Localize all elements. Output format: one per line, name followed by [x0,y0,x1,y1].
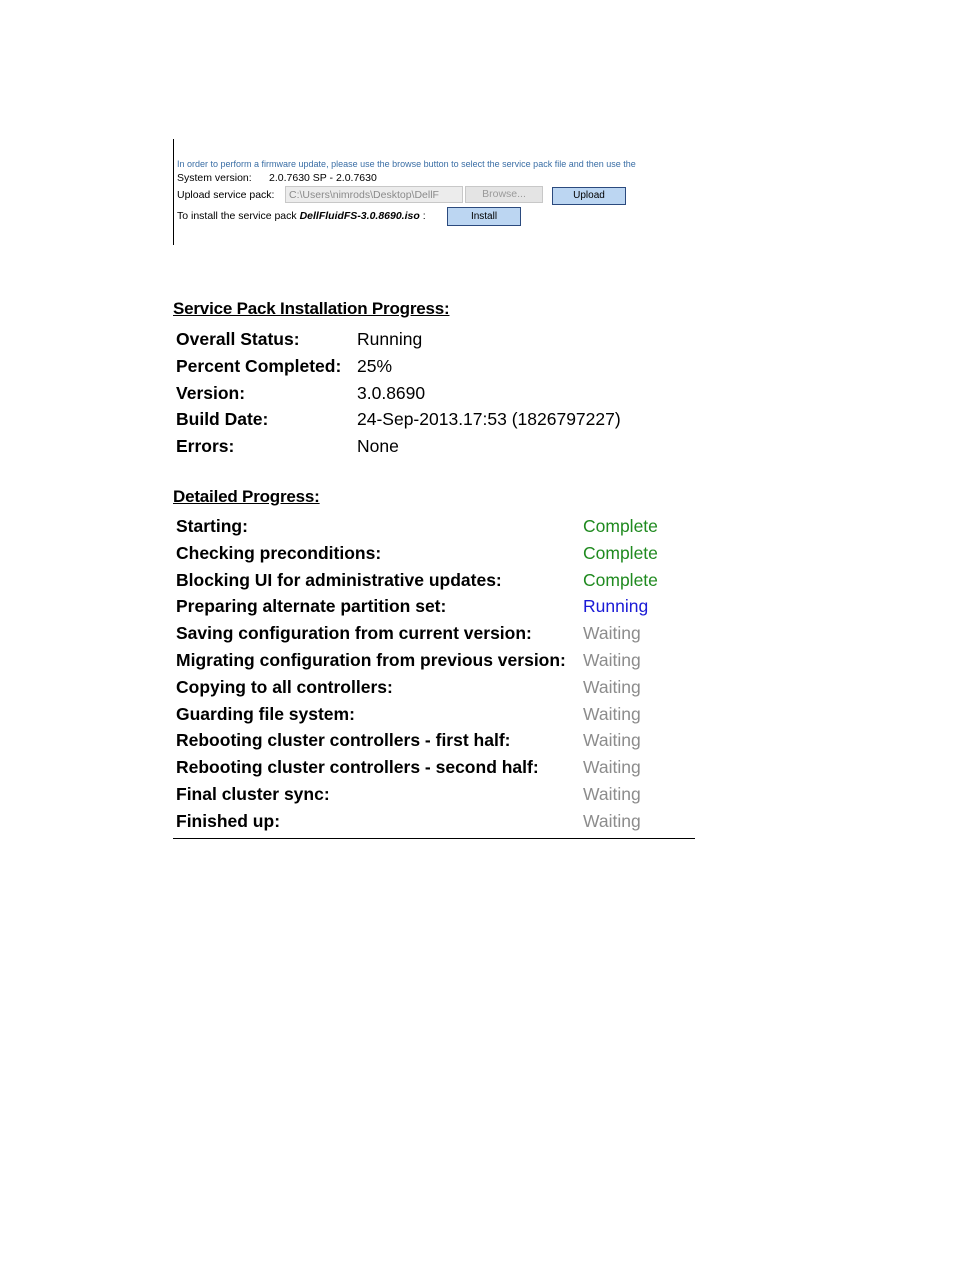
installation-progress-title: Service Pack Installation Progress: [173,299,450,318]
step-name: Rebooting cluster controllers - second half: [176,757,539,778]
progress-step-row [176,623,696,650]
progress-step-row [176,811,696,838]
progress-field-value: 25% [357,355,393,376]
progress-step-row [176,704,696,731]
install-button[interactable]: Install [447,207,521,226]
step-status: Complete [583,569,658,590]
upload-button[interactable]: Upload [552,187,626,205]
step-status: Waiting [583,757,641,778]
detailed-progress-title: Detailed Progress: [173,487,320,506]
step-name: Starting: [176,516,248,536]
progress-step-row [176,596,696,623]
step-name: Checking preconditions: [176,542,382,563]
step-status: Waiting [583,676,641,697]
step-status: Waiting [583,783,641,804]
service-pack-file-field[interactable] [285,186,463,203]
system-version-label: System version: [177,172,252,184]
upload-service-pack-label: Upload service pack: [177,189,275,201]
progress-step-row [176,650,696,677]
install-file-name: DellFluidFS-3.0.8690.iso [299,210,420,222]
detailed-progress-steps [176,516,696,838]
progress-step-row [176,677,696,704]
progress-step-row [176,570,696,597]
progress-field-value: 3.0.8690 [357,382,426,403]
progress-field-label: Overall Status: [176,329,300,349]
progress-field-row [176,329,696,356]
install-prefix: To install the service pack [177,210,300,222]
progress-field-label: Errors: [176,436,235,457]
firmware-intro-text: In order to perform a firmware update, please use the browse button to select the service pack file and then use the [177,159,636,169]
step-name: Rebooting cluster controllers - first half: [176,730,511,751]
browse-button[interactable]: Browse... [465,186,543,203]
progress-field-value: Running [357,329,423,349]
progress-field-label: Percent Completed: [176,355,342,376]
step-status: Complete [583,542,658,563]
step-status: Waiting [583,649,641,670]
progress-field-label: Build Date: [176,409,269,430]
installation-progress-fields [176,329,696,463]
progress-field-value: None [357,436,399,457]
step-status: Waiting [583,703,641,724]
firmware-update-panel [173,139,704,245]
step-status: Complete [583,516,658,536]
progress-field-row [176,383,696,410]
progress-step-row [176,730,696,757]
step-name: Blocking UI for administrative updates: [176,569,502,590]
install-instruction [177,210,426,222]
progress-field-value: 24-Sep-2013.17:53 (1826797227) [357,409,621,430]
install-separator: : [419,210,426,222]
service-pack-file-path: C:\Users\nimrods\Desktop\DellF [289,189,439,201]
step-name: Finished up: [176,810,281,831]
system-version-value: 2.0.7630 SP - 2.0.7630 [269,172,377,184]
progress-step-row [176,784,696,811]
step-status: Running [583,596,649,617]
step-name: Saving configuration from current version: [176,623,532,644]
progress-field-row [176,436,696,463]
progress-field-row [176,356,696,383]
bottom-divider [173,838,695,839]
step-status: Waiting [583,810,641,831]
step-name: Final cluster sync: [176,783,330,804]
step-status: Waiting [583,730,641,751]
progress-step-row [176,516,696,543]
step-name: Guarding file system: [176,703,355,724]
progress-step-row [176,757,696,784]
system-version-row [177,172,377,184]
progress-step-row [176,543,696,570]
progress-field-label: Version: [176,382,246,403]
step-name: Preparing alternate partition set: [176,596,447,617]
step-name: Copying to all controllers: [176,676,393,697]
step-status: Waiting [583,623,641,644]
progress-field-row [176,409,696,436]
step-name: Migrating configuration from previous version: [176,649,566,670]
